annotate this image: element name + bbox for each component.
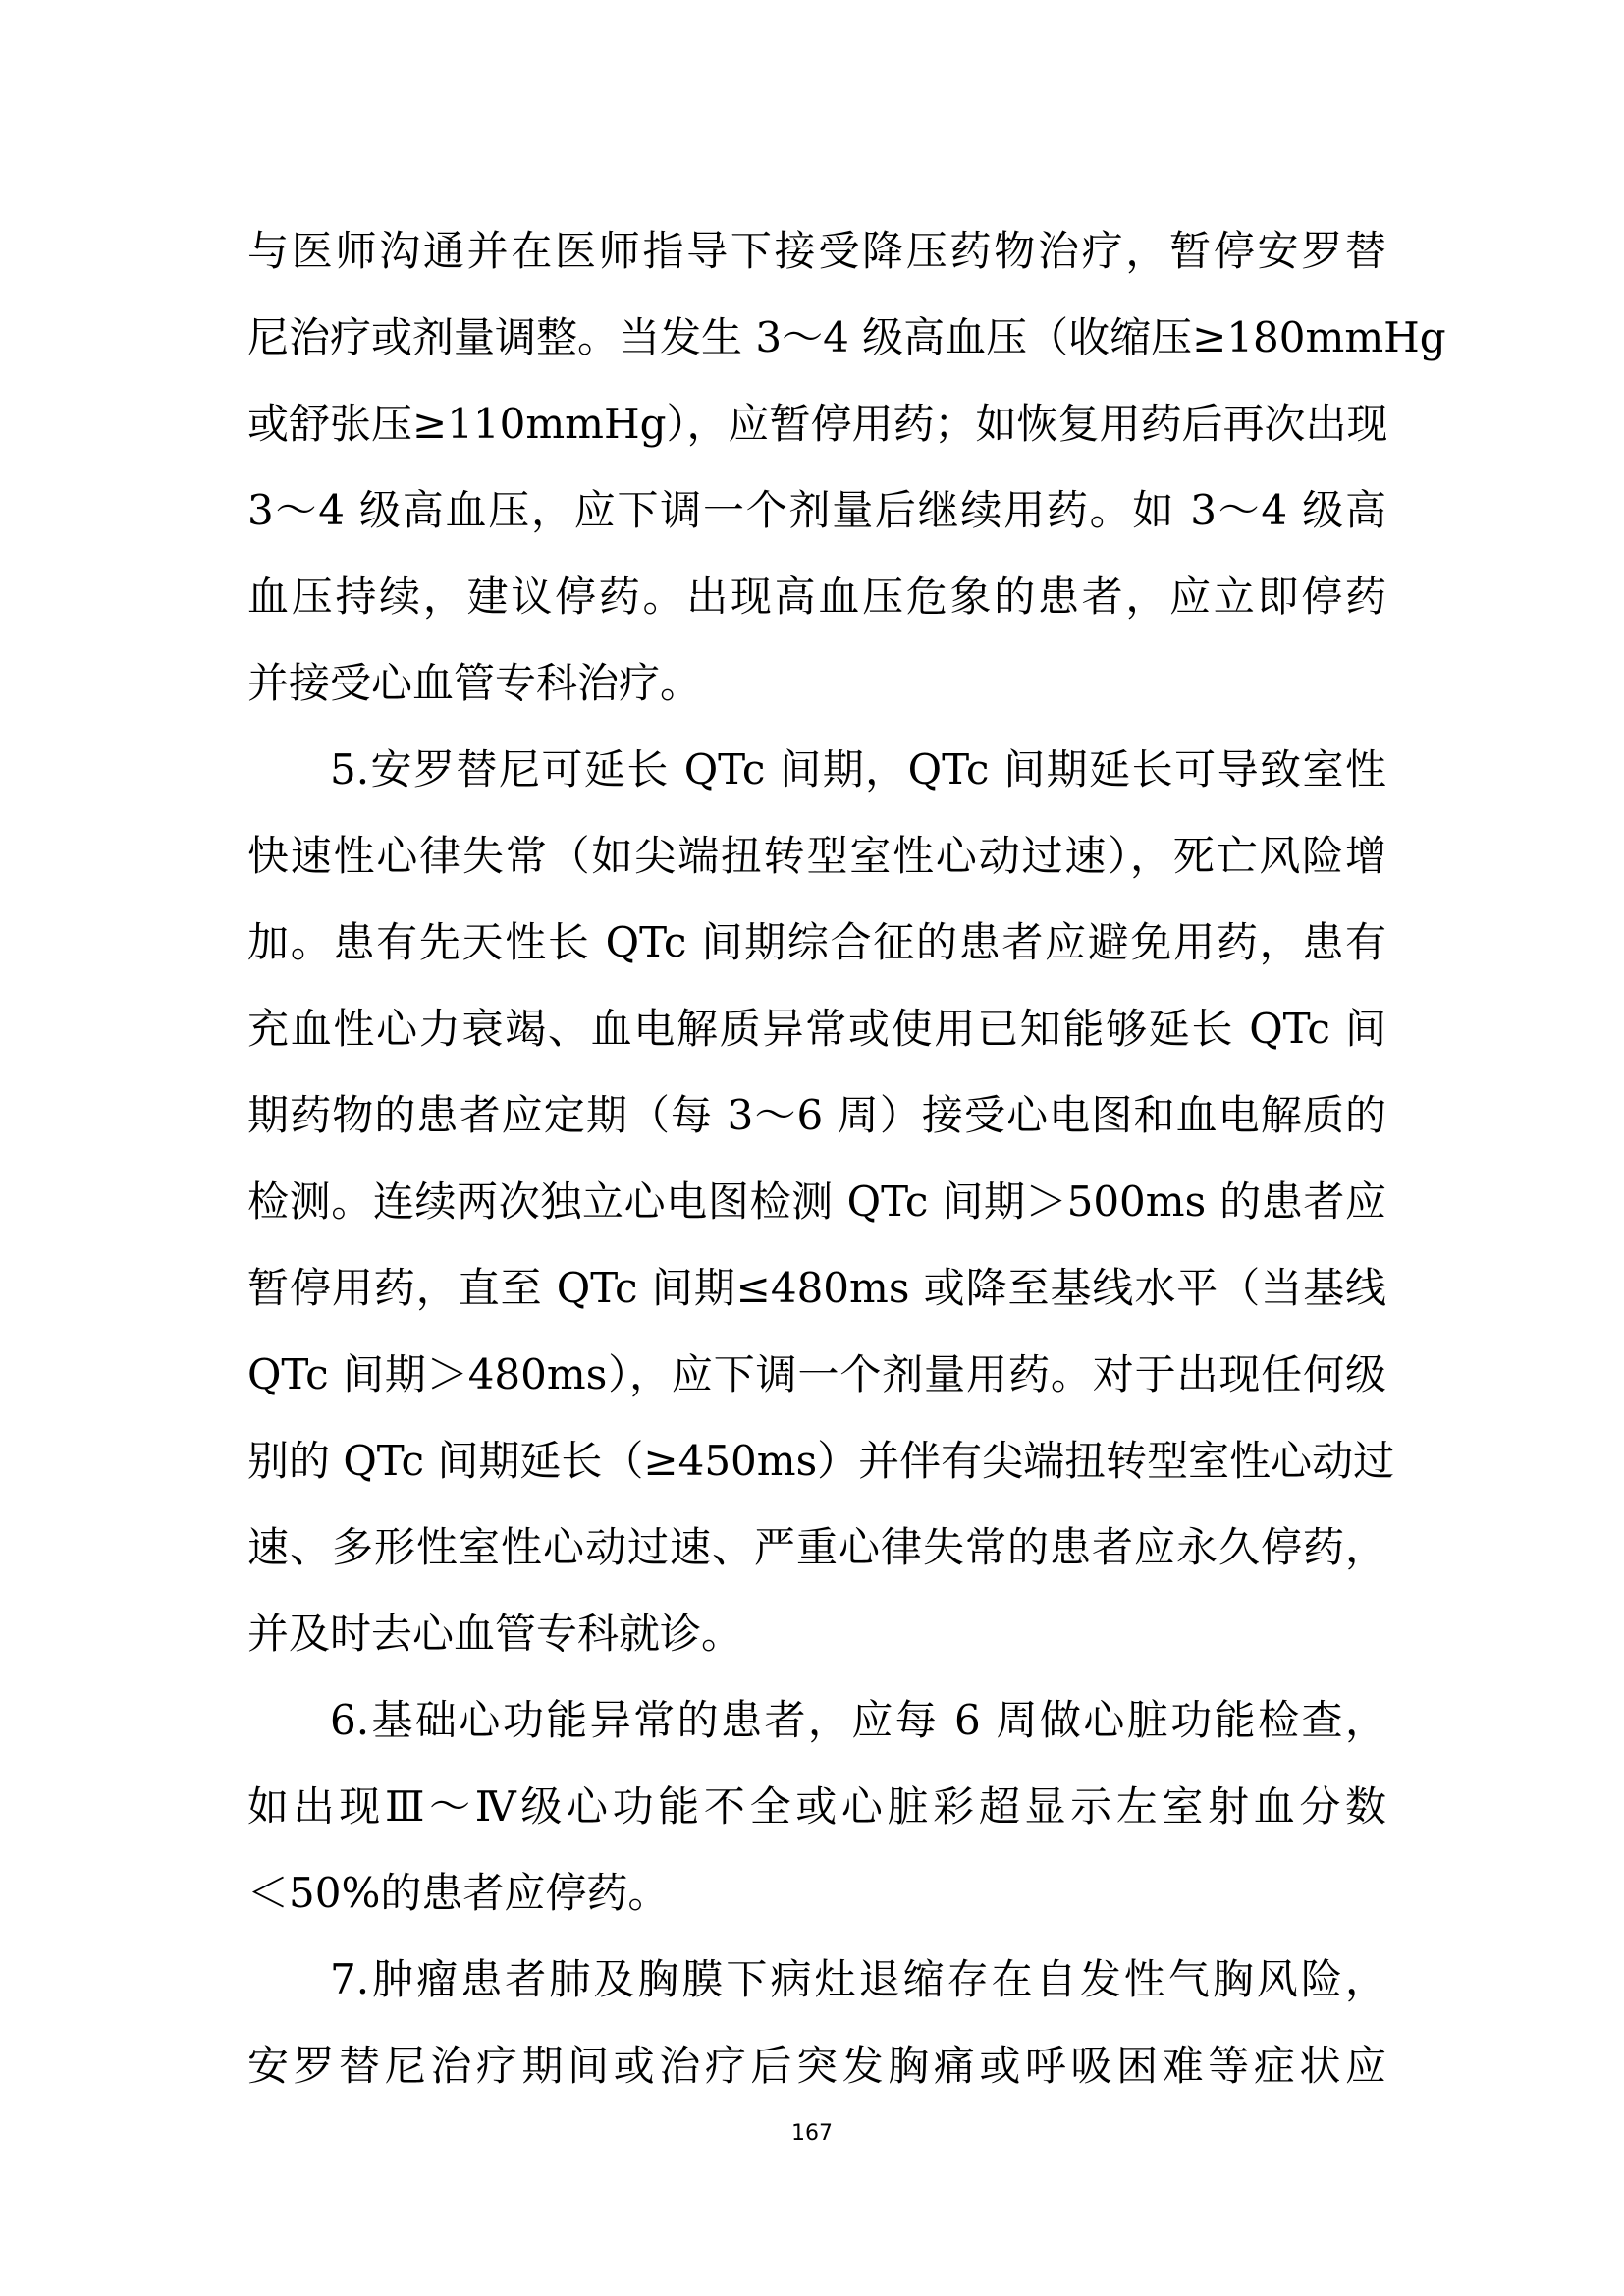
text-line: 检测。连续两次独立心电图检测 QTc 间期＞500ms 的患者应: [247, 1177, 1386, 1226]
text-line: 并接受心血管专科治疗。: [247, 659, 702, 707]
text-line: 7.肿瘤患者肺及胸膜下病灶退缩存在自发性气胸风险，: [330, 1955, 1386, 2003]
text-line: 加。患有先天性长 QTc 间期综合征的患者应避免用药，患有: [247, 918, 1386, 966]
text-line: 3～4 级高血压，应下调一个剂量后继续用药。如 3～4 级高: [247, 486, 1386, 534]
text-line: 别的 QTc 间期延长（≥450ms）并伴有尖端扭转型室性心动过: [247, 1437, 1395, 1485]
text-line: 或舒张压≥110mmHg），应暂停用药；如恢复用药后再次出现: [247, 400, 1388, 448]
text-line: 6.基础心功能异常的患者，应每 6 周做心脏功能检查，: [330, 1696, 1386, 1744]
text-line: 充血性心力衰竭、血电解质异常或使用已知能够延长 QTc 间: [247, 1005, 1386, 1053]
text-line: 5.安罗替尼可延长 QTc 间期，QTc 间期延长可导致室性: [330, 745, 1386, 793]
body-text: [247, 208, 1446, 2109]
text-line: ＜50%的患者应停药。: [247, 1869, 670, 1917]
text-line: 尼治疗或剂量调整。当发生 3～4 级高血压（收缩压≥180mmHg: [247, 313, 1446, 361]
text-line: 速、多形性室性心动过速、严重心律失常的患者应永久停药，: [247, 1523, 1386, 1571]
text-line: QTc 间期＞480ms），应下调一个剂量用药。对于出现任何级: [247, 1350, 1386, 1398]
text-line: 与医师沟通并在医师指导下接受降压药物治疗，暂停安罗替: [247, 227, 1386, 275]
text-line: 如出现Ⅲ～Ⅳ级心功能不全或心脏彩超显示左室射血分数: [247, 1782, 1386, 1831]
text-line: 期药物的患者应定期（每 3～6 周）接受心电图和血电解质的: [247, 1091, 1386, 1139]
text-line: 暂停用药，直至 QTc 间期≤480ms 或降至基线水平（当基线: [247, 1264, 1386, 1312]
text-line: 并及时去心血管专科就诊。: [247, 1610, 743, 1658]
text-line: 快速性心律失常（如尖端扭转型室性心动过速），死亡风险增: [247, 832, 1386, 880]
text-line: 血压持续，建议停药。出现高血压危象的患者，应立即停药: [247, 573, 1386, 621]
text-line: 安罗替尼治疗期间或治疗后突发胸痛或呼吸困难等症状应: [247, 2042, 1386, 2090]
page-number: 167: [791, 2121, 833, 2146]
